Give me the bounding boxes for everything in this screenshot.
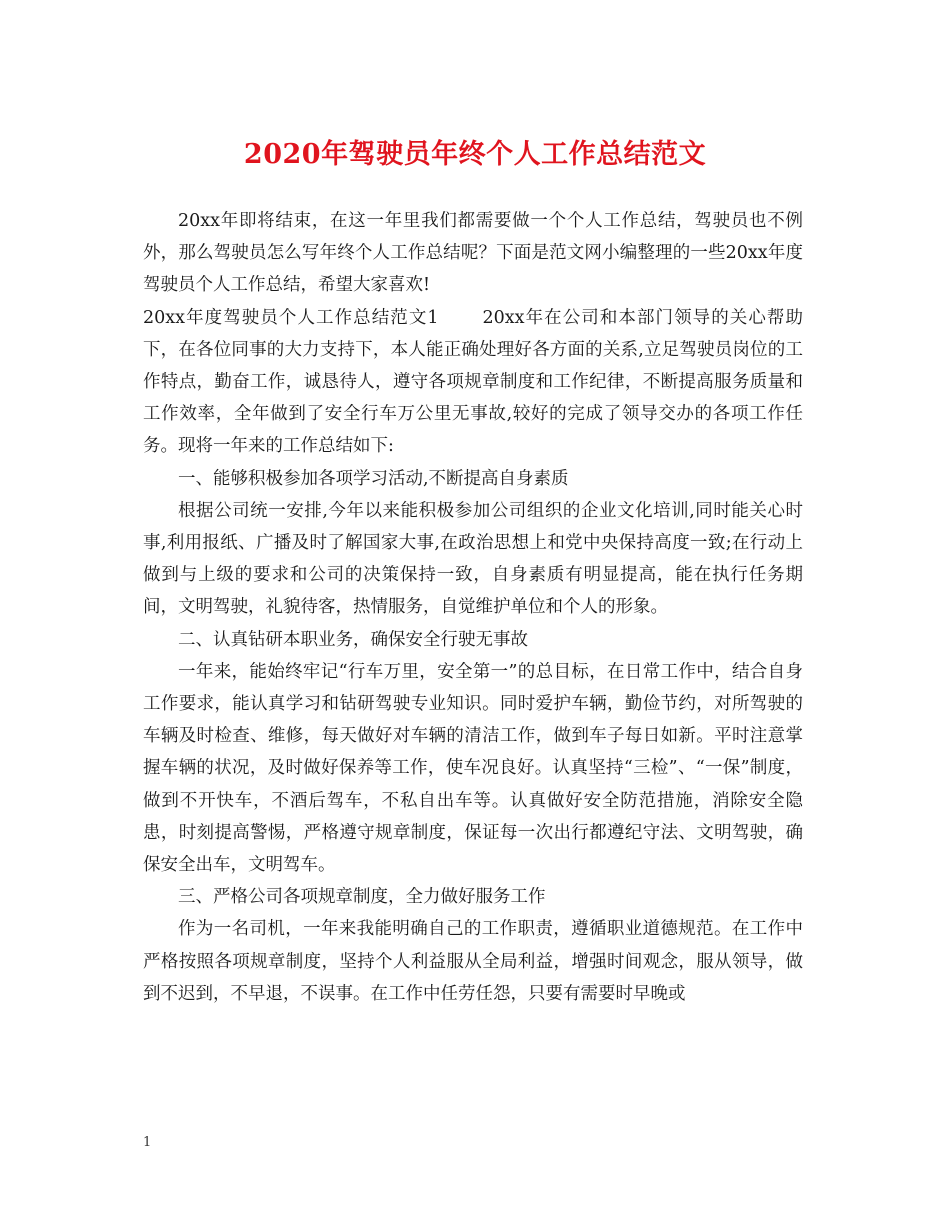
section1-heading: 一、能够积极参加各项学习活动,不断提高自身素质 bbox=[178, 468, 569, 489]
article-heading: 20xx年度驾驶员个人工作总结范文1 bbox=[143, 307, 439, 328]
article-heading-paragraph bbox=[143, 302, 803, 463]
page-number: 1 bbox=[143, 1135, 152, 1150]
section3-body: 作为一名司机，一年来我能明确自己的工作职责，遵循职业道德规范。在工作中严格按照各项规章制度，坚持个人利益服从全局利益，增强时间观念，服从领导，做到不迟到，不早退，不误事。在工作中任劳任怨，只要有需要时早晚或 bbox=[143, 919, 803, 1004]
section1-body: 根据公司统一安排,今年以来能积极参加公司组织的企业文化培训,同时能关心时事,利用报纸、广播及时了解国家大事,在政治思想上和党中央保持高度一致;在行动上做到与上级的要求和公司的决策保持一致，自身素质有明显提高，能在执行任务期间，文明驾驶，礼貌待客，热情服务，自觉维护单位和个人的形象。 bbox=[143, 500, 803, 618]
document-title: 2020年驾驶员年终个人工作总结范文 bbox=[243, 139, 707, 170]
document-body bbox=[143, 205, 803, 1010]
section2-heading: 二、认真钻研本职业务，确保安全行驶无事故 bbox=[178, 629, 528, 650]
intro-paragraph: 20xx年即将结束，在这一年里我们都需要做一个个人工作总结，驾驶员也不例外，那么驾驶员怎么写年终个人工作总结呢？下面是范文网小编整理的一些20xx年度驾驶员个人工作总结，希望大家喜欢! bbox=[143, 211, 803, 296]
article-lead: 20xx年在公司和本部门领导的关心帮助下，在各位同事的大力支持下，本人能正确处理好各方面的关系,立足驾驶员岗位的工作特点，勤奋工作，诚恳待人，遵守各项规章制度和工作纪律，不断提高服务质量和工作效率，全年做到了安全行车万公里无事故,较好的完成了领导交办的各项工作任务。现将一年来的工作总结如下: bbox=[143, 307, 803, 457]
section2-body: 一年来，能始终牢记“行车万里，安全第一”的总目标，在日常工作中，结合自身工作要求，能认真学习和钻研驾驶专业知识。同时爱护车辆，勤俭节约，对所驾驶的车辆及时检查、维修，每天做好对车辆的清洁工作，做到车子每日如新。平时注意掌握车辆的状况，及时做好保养等工作，使车况良好。认真坚持“三检”、“一保”制度，做到不开快车，不酒后驾车，不私自出车等。认真做好安全防范措施，消除安全隐患，时刻提高警惕，严格遵守规章制度，保证每一次出行都遵纪守法、文明驾驶，确保安全出车，文明驾车。 bbox=[143, 661, 803, 876]
section3-heading: 三、严格公司各项规章制度，全力做好服务工作 bbox=[178, 887, 546, 908]
